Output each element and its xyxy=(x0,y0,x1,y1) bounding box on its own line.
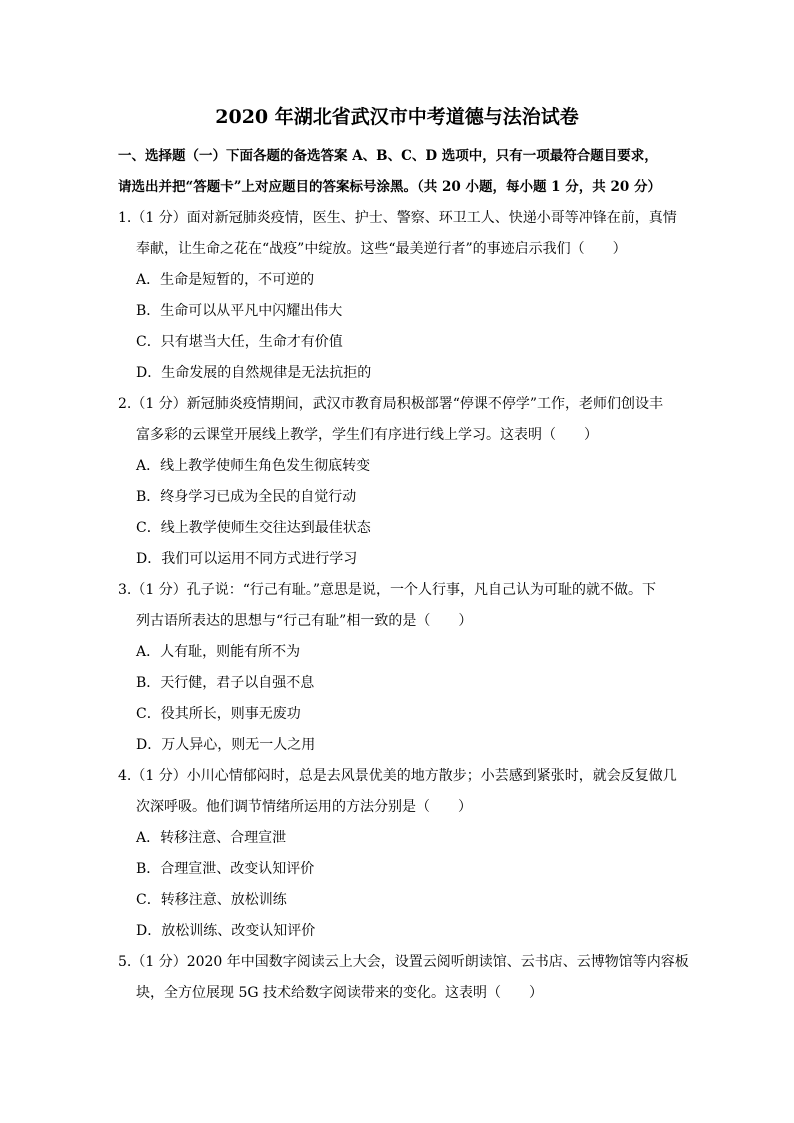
option-c: C．役其所长，则事无废功 xyxy=(136,706,301,722)
question-stem-line: 列古语所表达的思想与“行己有耻”相一致的是（ ） xyxy=(136,613,473,629)
option-b: B．生命可以从平凡中闪耀出伟大 xyxy=(136,303,343,319)
question-stem-line: 1.（1 分）面对新冠肺炎疫情，医生、护士、警察、环卫工人、快递小哥等冲锋在前，真情 xyxy=(118,210,677,226)
question-list xyxy=(118,203,688,1009)
option-a: A．生命是短暂的，不可逆的 xyxy=(136,272,315,288)
question-stem xyxy=(118,761,688,823)
question-stem xyxy=(118,575,688,637)
question-stem-line: 奉献，让生命之花在“战疫”中绽放。这些“最美逆行者”的事迹启示我们（ ） xyxy=(136,241,627,257)
option-a: A．线上教学使师生角色发生彻底转变 xyxy=(136,458,371,474)
question-stem-line: 5.（1 分）2020 年中国数字阅读云上大会，设置云阅听朗读馆、云书店、云博物馆等内容板 xyxy=(118,954,689,970)
option-c: C．线上教学使师生交往达到最佳状态 xyxy=(136,520,371,536)
question-4 xyxy=(118,761,688,947)
option-c: C．转移注意、放松训练 xyxy=(136,892,287,908)
question-stem-line: 3.（1 分）孔子说：“行己有耻。”意思是说，一个人行事，凡自己认为可耻的就不做。下 xyxy=(118,582,657,598)
option-b: B．天行健，君子以自强不息 xyxy=(136,675,315,691)
question-stem-line: 次深呼吸。他们调节情绪所运用的方法分别是（ ） xyxy=(136,799,472,815)
question-stem xyxy=(118,947,688,1009)
section-instruction-line-1: 一、选择题（一）下面各题的备选答案 A、B、C、D 选项中，只有一项最符合题目要求， xyxy=(118,148,658,164)
option-c: C．只有堪当大任，生命才有价值 xyxy=(136,334,343,350)
section-instruction-line-2: 请选出并把“答题卡”上对应题目的答案标号涂黑。（共 20 小题，每小题 1 分，共 20 分） xyxy=(118,179,661,195)
option-d: D．放松训练、改变认知评价 xyxy=(136,923,316,939)
question-stem-line: 块，全方位展现 5G 技术给数字阅读带来的变化。这表明（ ） xyxy=(136,985,543,1001)
question-1 xyxy=(118,203,688,389)
option-d: D．万人异心，则无一人之用 xyxy=(136,737,316,753)
question-5 xyxy=(118,947,688,1009)
question-stem xyxy=(118,389,688,451)
option-d: D．我们可以运用不同方式进行学习 xyxy=(136,551,358,567)
question-stem-line: 4.（1 分）小川心情郁闷时，总是去风景优美的地方散步；小芸感到紧张时，就会反复做几 xyxy=(118,768,677,784)
question-stem-line: 富多彩的云课堂开展线上教学，学生们有序进行线上学习。这表明（ ） xyxy=(136,427,598,443)
option-d: D．生命发展的自然规律是无法抗拒的 xyxy=(136,365,372,381)
question-stem-line: 2.（1 分）新冠肺炎疫情期间，武汉市教育局积极部署“停课不停学”工作，老师们创设丰 xyxy=(118,396,664,412)
option-a: A．转移注意、合理宣泄 xyxy=(136,830,287,846)
question-stem xyxy=(118,203,688,265)
section-instructions xyxy=(118,141,688,203)
exam-title: 2020 年湖北省武汉市中考道德与法治试卷 xyxy=(215,106,579,128)
option-b: B．终身学习已成为全民的自觉行动 xyxy=(136,489,357,505)
question-2 xyxy=(118,389,688,575)
question-3 xyxy=(118,575,688,761)
option-a: A．人有耻，则能有所不为 xyxy=(136,644,301,660)
option-b: B．合理宣泄、改变认知评价 xyxy=(136,861,315,877)
